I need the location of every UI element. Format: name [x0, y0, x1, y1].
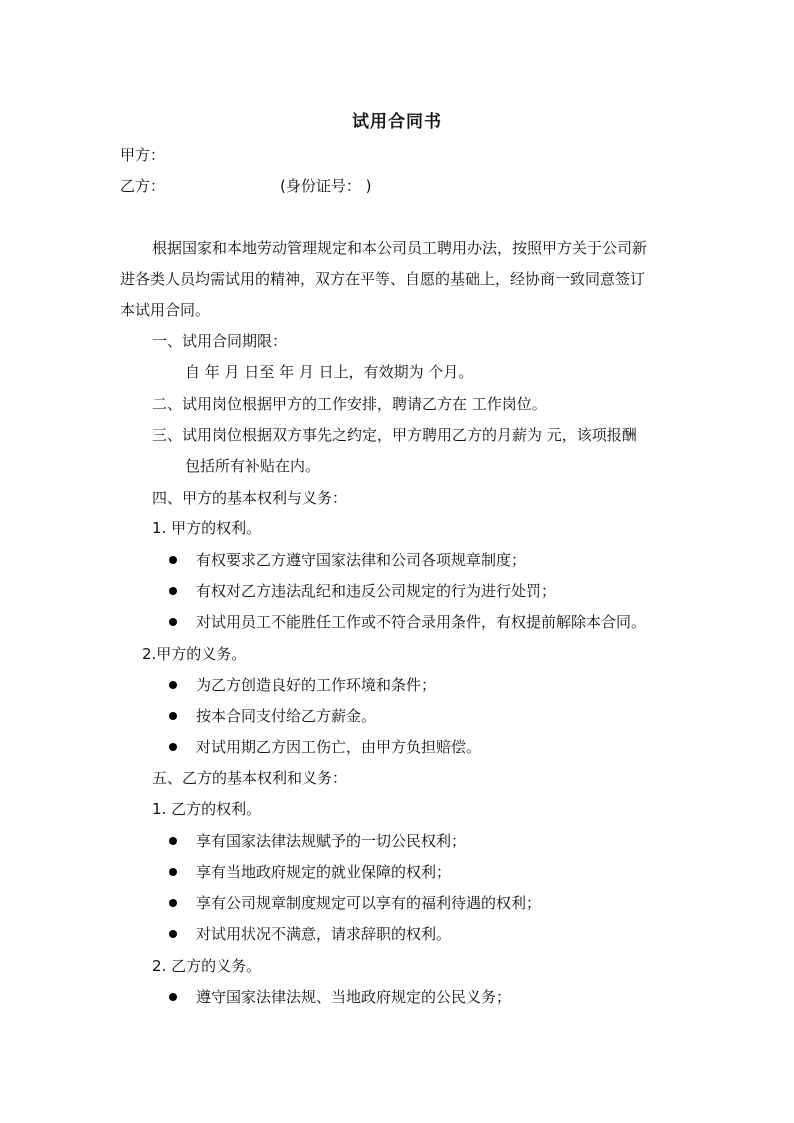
list-item: 对试用状况不满意，请求辞职的权利。 [196, 925, 452, 943]
list-item: 按本合同支付给乙方薪金。 [196, 707, 377, 725]
document-title: 试用合同书 [352, 112, 442, 132]
party-b-id-label: (身份证号： ) [280, 177, 372, 195]
bullet-icon [169, 930, 177, 938]
bullet-icon [169, 743, 177, 751]
section-1-detail: 自 年 月 日至 年 月 日上，有效期为 个月。 [185, 363, 474, 381]
party-b-rights-heading: 1. 乙方的权利。 [152, 800, 262, 818]
party-a-rights-heading: 1. 甲方的权利。 [152, 519, 262, 537]
section-3-line-2: 包括所有补贴在内。 [185, 457, 321, 475]
section-1-heading: 一、试用合同期限： [152, 332, 288, 350]
bullet-icon [169, 837, 177, 845]
bullet-icon [169, 899, 177, 907]
list-item: 对试用期乙方因工伤亡，由甲方负担赔偿。 [196, 738, 482, 756]
list-item: 遵守国家法律法规、当地政府规定的公民义务； [196, 988, 512, 1006]
bullet-icon [169, 868, 177, 876]
intro-line-2: 进各类人员均需试用的精神，双方在平等、自愿的基础上，经协商一致同意签订 [120, 270, 646, 288]
bullet-icon [169, 681, 177, 689]
section-4-heading: 四、甲方的基本权利与义务： [152, 489, 348, 507]
section-2-text: 二、试用岗位根据甲方的工作安排，聘请乙方在 工作岗位。 [152, 395, 547, 413]
section-3-line-1: 三、试用岗位根据双方事先之约定，甲方聘用乙方的月薪为 元，该项报酬 [152, 426, 637, 444]
list-item: 对试用员工不能胜任工作或不符合录用条件，有权提前解除本合同。 [196, 613, 647, 631]
list-item: 享有当地政府规定的就业保障的权利； [196, 863, 452, 881]
intro-line-1: 根据国家和本地劳动管理规定和本公司员工聘用办法，按照甲方关于公司新 [152, 239, 648, 257]
party-b-label: 乙方： [120, 177, 166, 195]
bullet-icon [169, 556, 177, 564]
party-a-label: 甲方： [120, 146, 166, 164]
intro-line-3: 本试用合同。 [120, 301, 211, 319]
section-5-heading: 五、乙方的基本权利和义务： [152, 769, 348, 787]
bullet-icon [169, 618, 177, 626]
bullet-icon [169, 712, 177, 720]
list-item: 有权要求乙方遵守国家法律和公司各项规章制度； [196, 551, 527, 569]
party-a-duties-heading: 2.甲方的义务。 [142, 645, 247, 663]
party-b-duties-heading: 2. 乙方的义务。 [152, 957, 262, 975]
list-item: 为乙方创造良好的工作环境和条件； [196, 676, 437, 694]
list-item: 享有公司规章制度规定可以享有的福利待遇的权利； [196, 894, 542, 912]
bullet-icon [169, 587, 177, 595]
list-item: 享有国家法律法规赋予的一切公民权利； [196, 832, 467, 850]
list-item: 有权对乙方违法乱纪和违反公司规定的行为进行处罚； [196, 582, 557, 600]
bullet-icon [169, 993, 177, 1001]
